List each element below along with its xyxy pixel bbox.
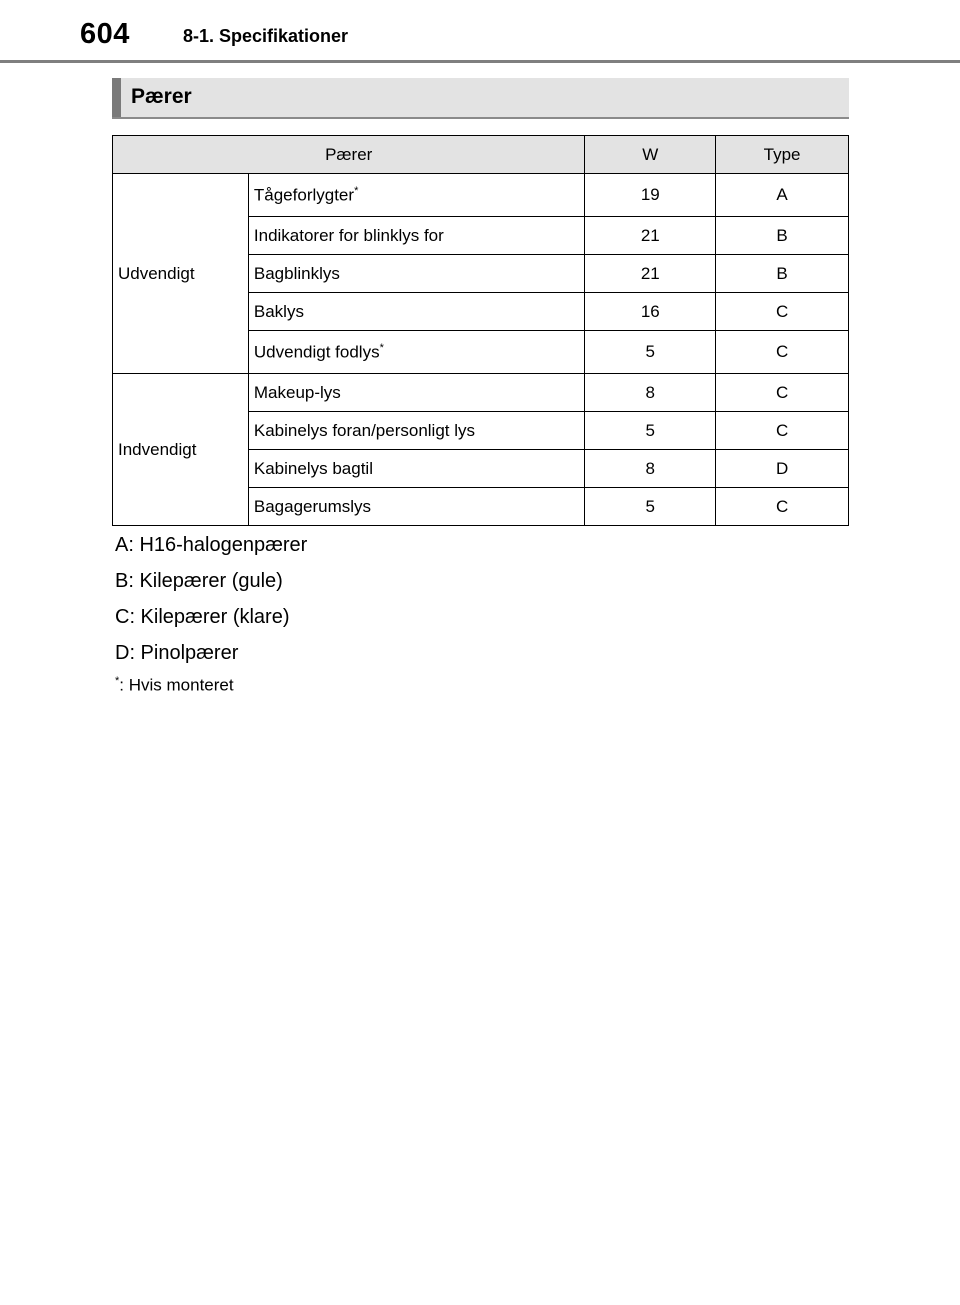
footnote	[115, 675, 234, 696]
bulb-type: C	[716, 293, 849, 331]
table-row	[113, 374, 849, 412]
column-header-watt: W	[585, 136, 716, 174]
bulb-watt: 8	[585, 374, 716, 412]
bulb-type: B	[716, 255, 849, 293]
header-rule	[0, 60, 960, 63]
bulb-name: Kabinelys foran/personligt lys	[248, 412, 585, 450]
section-banner-bar	[112, 78, 121, 117]
bulb-watt: 5	[585, 488, 716, 526]
bulb-type-legend	[115, 530, 307, 674]
bulb-name: Baklys	[248, 293, 585, 331]
bulb-name: Bagagerumslys	[248, 488, 585, 526]
bulb-type: D	[716, 450, 849, 488]
bulb-type: C	[716, 488, 849, 526]
bulb-type: A	[716, 174, 849, 217]
group-label-interior: Indvendigt	[113, 374, 249, 526]
bulb-type: C	[716, 331, 849, 374]
bulb-name: Udvendigt fodlys*	[248, 331, 585, 374]
bulb-name: Tågeforlygter*	[248, 174, 585, 217]
bulb-watt: 16	[585, 293, 716, 331]
legend-item: D: Pinolpærer	[115, 642, 239, 664]
bulb-watt: 8	[585, 450, 716, 488]
bulb-watt: 5	[585, 412, 716, 450]
footnote-text: : Hvis monteret	[119, 675, 234, 695]
chapter-title: 8-1. Specifikationer	[183, 26, 349, 46]
bulb-name: Makeup-lys	[248, 374, 585, 412]
legend-item: C: Kilepærer (klare)	[115, 606, 290, 628]
column-header-type: Type	[716, 136, 849, 174]
table-row	[113, 174, 849, 217]
bulb-type: C	[716, 412, 849, 450]
page-number: 604	[80, 18, 130, 50]
footnote-marker: *	[379, 341, 384, 354]
column-header-bulbs: Pærer	[113, 136, 585, 174]
table-header-row	[113, 136, 849, 174]
group-label-exterior: Udvendigt	[113, 174, 249, 374]
bulb-name: Kabinelys bagtil	[248, 450, 585, 488]
footnote-marker: *	[115, 675, 120, 687]
footnote-marker: *	[354, 184, 359, 197]
bulb-watt: 19	[585, 174, 716, 217]
bulb-type: B	[716, 217, 849, 255]
bulb-name: Indikatorer for blinklys for	[248, 217, 585, 255]
section-banner	[112, 78, 849, 119]
legend-item: A: H16-halogenpærer	[115, 534, 308, 556]
bulb-name: Bagblinklys	[248, 255, 585, 293]
bulb-watt: 21	[585, 217, 716, 255]
bulb-watt: 5	[585, 331, 716, 374]
bulb-watt: 21	[585, 255, 716, 293]
bulb-type: C	[716, 374, 849, 412]
legend-item: B: Kilepærer (gule)	[115, 570, 283, 592]
section-title: Pærer	[131, 85, 192, 108]
bulb-table	[112, 135, 849, 526]
